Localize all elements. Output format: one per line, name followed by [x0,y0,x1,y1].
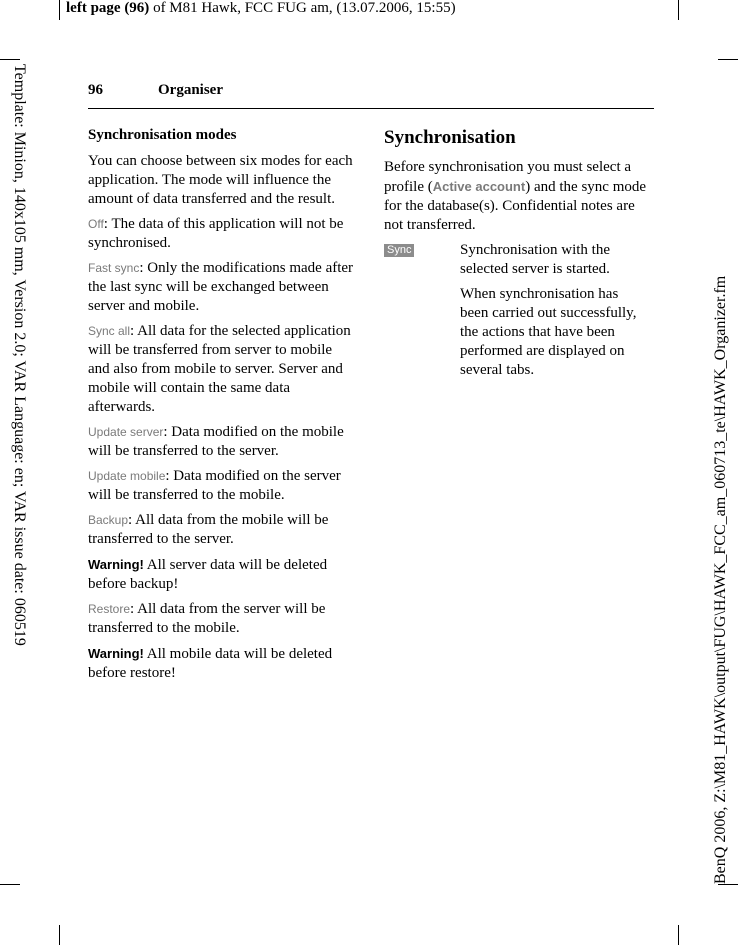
mode-description: : Data modified on the mobile will be transferred to the server. [88,424,344,459]
template-info-text: Template: Minion, 140x105 mm, Version 2.0; VAR Language: en; VAR issue date: 060519 [11,64,28,646]
mode-description: : All data for the selected application will be transferred from server to mobile and also from mobile to server. Server and mobile will contain the same data afterwards. [88,323,351,415]
mode-description: : Data modified on the server will be transferred to the mobile. [88,468,341,503]
mode-description: : The data of this application will not be synchronised. [88,216,344,251]
intro-paragraph: You can choose between six modes for each application. The mode will influence the amount of data transferred and the result. [88,153,353,207]
section-heading: Synchronisation modes [88,127,237,143]
mode-update-server [88,423,354,461]
section-heading: Synchronisation [384,127,516,148]
sync-intro-text-end: ) and the sync mode for the database(s). Confidential notes are not transferred. [384,179,647,233]
sync-description-1: Synchronisation with the selected server is started. [460,242,610,277]
mode-description: : All data from the mobile will be transferred to the server. [88,512,329,547]
softkey-label: Restore [88,602,131,616]
mode-off [88,215,354,253]
file-path-info [712,236,732,886]
warning-text: All server data will be deleted before backup! [88,557,328,592]
active-account-label: Active account [432,179,526,194]
sync-description-2: When synchronisation has been carried out successfully, the actions that have been performed are displayed on several tabs. [460,286,637,378]
crop-mark [59,0,60,20]
page-header [88,82,654,109]
crop-mark [0,884,20,885]
mode-description: : All data from the server will be transferred to the mobile. [88,601,326,636]
mode-backup [88,511,354,549]
softkey-label: Sync all [88,324,131,338]
crop-mark [718,59,738,60]
softkey-label: Backup [88,513,129,527]
print-info-line [66,0,456,17]
sync-description [460,241,650,380]
sync-intro-text: Before synchronisation you must select a profile ( [384,159,632,195]
crop-mark [678,925,679,945]
mode-restore [88,600,354,638]
print-info-page: left page (96) [66,0,150,16]
mode-fast-sync [88,259,354,316]
left-column [88,126,354,689]
softkey-label: Update server [88,425,164,439]
print-info-rest: of M81 Hawk, FCC FUG am, (13.07.2006, 15:55) [149,0,456,16]
mode-update-mobile [88,467,354,505]
page-number: 96 [88,82,103,98]
warning-text: All mobile data will be deleted before restore! [88,646,333,681]
crop-mark [678,0,679,20]
mode-description: : Only the modifications made after the last sync will be exchanged between server and mobile. [88,260,354,314]
mode-sync-all [88,322,354,417]
right-column [384,126,650,386]
file-path-text: BenQ 2006, Z:\M81_HAWK\output\FUG\HAWK_FCC_am_060713_te\HAWK_Organizer.fm [712,275,729,884]
sync-softkey: Sync [384,244,414,257]
sync-row [384,241,650,380]
softkey-label: Update mobile [88,469,166,483]
crop-mark [0,59,20,60]
softkey-label: Fast sync [88,261,140,275]
page-title: Organiser [158,82,223,98]
warning-label: Warning! [88,557,144,572]
softkey-label: Off [88,217,104,231]
warning-label: Warning! [88,646,144,661]
template-info [8,64,28,664]
crop-mark [59,925,60,945]
warning-restore [88,644,354,683]
warning-backup [88,555,354,594]
sync-intro [384,158,650,235]
